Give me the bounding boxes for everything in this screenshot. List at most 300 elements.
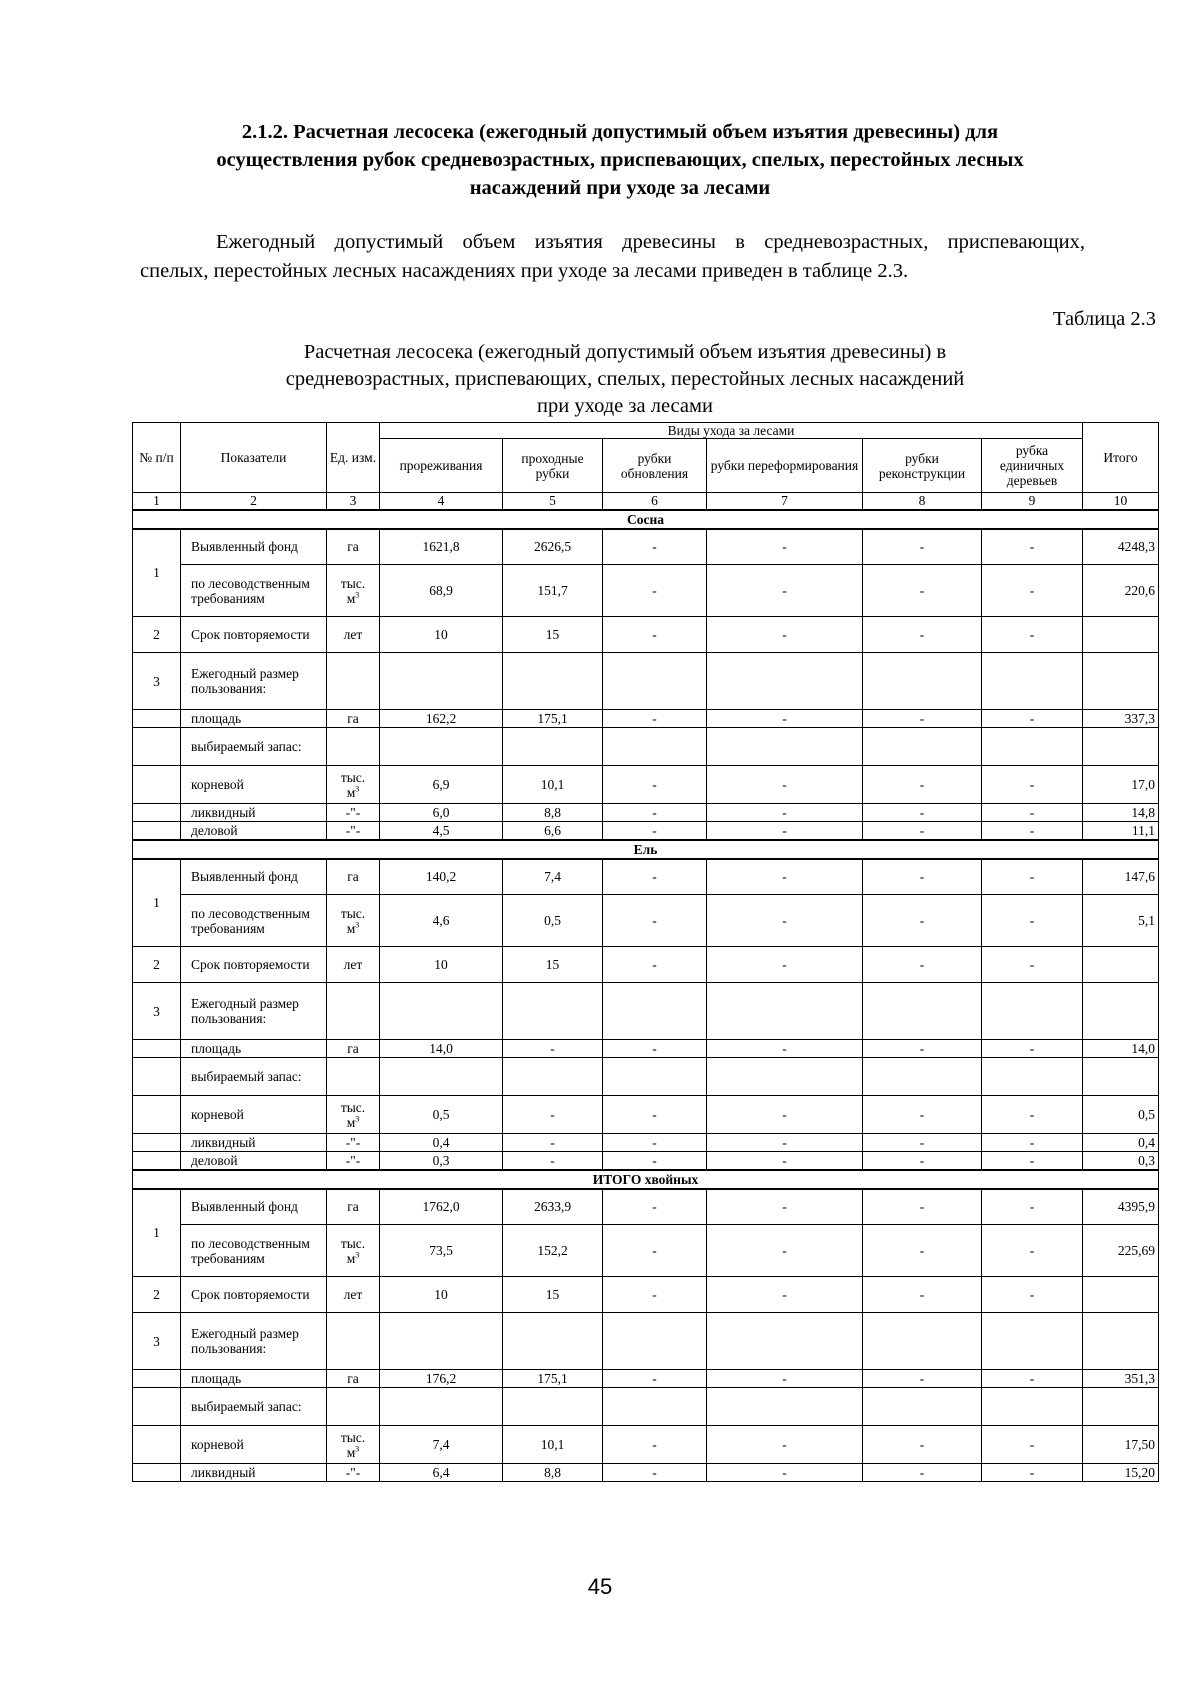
value-cell: - [707, 822, 863, 840]
total-cell: 147,6 [1083, 859, 1159, 895]
row-number-cell [133, 728, 181, 766]
header-col-number: 6 [603, 493, 707, 510]
table-title-line: при уходе за лесами [537, 395, 713, 417]
value-cell: 175,1 [503, 1370, 603, 1388]
total-cell: 5,1 [1083, 895, 1159, 947]
table-title [220, 339, 1030, 420]
unit-cell [327, 728, 380, 766]
section-header-row: Сосна [133, 510, 1159, 529]
value-cell [380, 1388, 503, 1426]
table-row [133, 1189, 1159, 1225]
value-cell [503, 653, 603, 710]
indicator-cell: Ежегодный размер пользования: [181, 653, 327, 710]
value-cell: - [603, 565, 707, 617]
total-cell: 220,6 [1083, 565, 1159, 617]
unit-cell: тыс. $м^3$ [327, 895, 380, 947]
value-cell: - [603, 804, 707, 822]
value-cell: - [982, 804, 1083, 822]
unit-cell: лет [327, 617, 380, 653]
intro-line: Ежегодный допустимый объем изъятия древесины в средневозрастных, приспевающих, [216, 231, 1085, 253]
total-cell [1083, 617, 1159, 653]
indicator-cell: Срок повторяемости [181, 947, 327, 983]
value-cell [982, 653, 1083, 710]
row-number-cell [133, 1388, 181, 1426]
value-cell: - [603, 895, 707, 947]
value-cell: - [707, 1225, 863, 1277]
indicator-cell: выбираемый запас: [181, 728, 327, 766]
indicator-cell: выбираемый запас: [181, 1388, 327, 1426]
value-cell: - [603, 859, 707, 895]
value-cell [380, 1313, 503, 1370]
section-header-row: ИТОГО хвойных [133, 1170, 1159, 1189]
value-cell [380, 653, 503, 710]
value-cell: 4,5 [380, 822, 503, 840]
intro-paragraph [140, 228, 1085, 286]
value-cell: - [603, 1134, 707, 1152]
value-cell: - [603, 1426, 707, 1464]
intro-line: спелых, перестойных лесных насаждениях при уходе за лесами приведен в таблице 2.3. [140, 260, 909, 282]
value-cell: - [603, 947, 707, 983]
unit-cell: тыс. $м^3$ [327, 1225, 380, 1277]
value-cell: - [863, 1426, 982, 1464]
value-cell: - [863, 710, 982, 728]
total-cell: 14,0 [1083, 1040, 1159, 1058]
table-row [133, 895, 1159, 947]
value-cell: - [863, 804, 982, 822]
page-number: 45 [587, 1574, 613, 1599]
table-row [133, 1134, 1159, 1152]
value-cell: 7,4 [503, 859, 603, 895]
header-unit: Ед. изм. [327, 423, 380, 493]
total-cell [1083, 653, 1159, 710]
indicator-cell: Срок повторяемости [181, 617, 327, 653]
indicator-cell: ликвидный [181, 804, 327, 822]
value-cell [863, 1058, 982, 1096]
value-cell: - [863, 1096, 982, 1134]
row-number-cell [133, 1096, 181, 1134]
row-number-cell: 3 [133, 1313, 181, 1370]
value-cell [603, 1058, 707, 1096]
value-cell: 2626,5 [503, 529, 603, 565]
value-cell: - [707, 804, 863, 822]
header-care-type: рубки реконструкции [863, 439, 982, 493]
row-number-cell: 2 [133, 617, 181, 653]
value-cell: - [707, 529, 863, 565]
unit-cell: га [327, 859, 380, 895]
total-cell: 11,1 [1083, 822, 1159, 840]
value-cell: 4,6 [380, 895, 503, 947]
indicator-cell: выбираемый запас: [181, 1058, 327, 1096]
value-cell: - [982, 895, 1083, 947]
table-row [133, 1152, 1159, 1170]
value-cell: - [603, 1370, 707, 1388]
value-cell: - [982, 1134, 1083, 1152]
header-col-number: 8 [863, 493, 982, 510]
row-number-cell [133, 1426, 181, 1464]
value-cell: 2633,9 [503, 1189, 603, 1225]
value-cell [863, 728, 982, 766]
indicator-cell: Срок повторяемости [181, 1277, 327, 1313]
value-cell: 8,8 [503, 1464, 603, 1482]
value-cell: - [707, 1096, 863, 1134]
unit-cell: -"- [327, 1134, 380, 1152]
total-cell: 337,3 [1083, 710, 1159, 728]
row-number-cell: 1 [133, 859, 181, 947]
value-cell: - [603, 766, 707, 804]
allowable-cut-table [132, 422, 1159, 1482]
section-heading-line: осуществления рубок средневозрастных, приспевающих, спелых, перестойных лесных [216, 149, 1024, 171]
table-row [133, 1464, 1159, 1482]
header-care-type: прореживания [380, 439, 503, 493]
total-cell [1083, 983, 1159, 1040]
table-row [133, 766, 1159, 804]
table-label: Таблица 2.3 [1052, 308, 1156, 330]
indicator-cell: по лесоводственным требованиям [181, 565, 327, 617]
unit-cell: тыс. $м^3$ [327, 565, 380, 617]
unit-cell: га [327, 1040, 380, 1058]
header-care-type: рубки переформирования [707, 439, 863, 493]
value-cell: - [707, 947, 863, 983]
value-cell [603, 728, 707, 766]
value-cell: - [863, 1134, 982, 1152]
value-cell: - [982, 1370, 1083, 1388]
row-number-cell [133, 1058, 181, 1096]
value-cell: 152,2 [503, 1225, 603, 1277]
value-cell: - [503, 1096, 603, 1134]
value-cell: - [603, 1464, 707, 1482]
value-cell [503, 1388, 603, 1426]
total-cell: 0,3 [1083, 1152, 1159, 1170]
value-cell: 151,7 [503, 565, 603, 617]
value-cell [707, 1388, 863, 1426]
value-cell: - [982, 859, 1083, 895]
value-cell: - [707, 1370, 863, 1388]
value-cell: - [503, 1152, 603, 1170]
value-cell [380, 983, 503, 1040]
indicator-cell: корневой [181, 766, 327, 804]
value-cell: - [707, 1152, 863, 1170]
value-cell: 6,0 [380, 804, 503, 822]
value-cell: 73,5 [380, 1225, 503, 1277]
total-cell: 17,0 [1083, 766, 1159, 804]
section-heading [150, 118, 1090, 202]
value-cell: - [863, 1152, 982, 1170]
row-number-cell [133, 1464, 181, 1482]
value-cell: 140,2 [380, 859, 503, 895]
value-cell: 175,1 [503, 710, 603, 728]
unit-cell: -"- [327, 1464, 380, 1482]
total-cell [1083, 1277, 1159, 1313]
unit-cell [327, 1388, 380, 1426]
section-heading-line: 2.1.2. Расчетная лесосека (ежегодный допустимый объем изъятия древесины) для [241, 121, 999, 143]
total-cell: 17,50 [1083, 1426, 1159, 1464]
unit-cell: -"- [327, 822, 380, 840]
header-col-number: 1 [133, 493, 181, 510]
value-cell: 10,1 [503, 766, 603, 804]
value-cell: 1762,0 [380, 1189, 503, 1225]
value-cell: - [707, 895, 863, 947]
row-number-cell [133, 710, 181, 728]
value-cell: - [707, 565, 863, 617]
row-number-cell [133, 1040, 181, 1058]
table-row [133, 1313, 1159, 1370]
value-cell: - [982, 822, 1083, 840]
table-row [133, 565, 1159, 617]
value-cell [707, 1058, 863, 1096]
unit-cell [327, 983, 380, 1040]
value-cell: - [863, 1370, 982, 1388]
indicator-cell: Выявленный фонд [181, 529, 327, 565]
indicator-cell: по лесоводственным требованиям [181, 895, 327, 947]
value-cell: - [707, 617, 863, 653]
table-title-line: Расчетная лесосека (ежегодный допустимый объем изъятия древесины) в [303, 341, 947, 363]
value-cell: - [503, 1040, 603, 1058]
header-col-number: 4 [380, 493, 503, 510]
value-cell: - [707, 1277, 863, 1313]
value-cell: 7,4 [380, 1426, 503, 1464]
value-cell: 0,5 [503, 895, 603, 947]
total-cell: 225,69 [1083, 1225, 1159, 1277]
value-cell: - [707, 1189, 863, 1225]
row-number-cell [133, 822, 181, 840]
table-row [133, 1040, 1159, 1058]
value-cell: - [982, 1426, 1083, 1464]
value-cell: - [603, 1096, 707, 1134]
value-cell: - [863, 1189, 982, 1225]
value-cell: - [707, 1464, 863, 1482]
indicator-cell: корневой [181, 1096, 327, 1134]
value-cell: - [707, 766, 863, 804]
value-cell: - [863, 1225, 982, 1277]
header-care-type: рубка единичных деревьев [982, 439, 1083, 493]
row-number-cell: 2 [133, 947, 181, 983]
total-cell [1083, 1058, 1159, 1096]
header-col-number: 7 [707, 493, 863, 510]
indicator-cell: ликвидный [181, 1464, 327, 1482]
value-cell: 6,6 [503, 822, 603, 840]
value-cell: 10 [380, 947, 503, 983]
row-number-cell [133, 1134, 181, 1152]
value-cell: - [863, 947, 982, 983]
table-row [133, 617, 1159, 653]
value-cell [707, 728, 863, 766]
total-cell: 15,20 [1083, 1464, 1159, 1482]
unit-cell: -"- [327, 804, 380, 822]
indicator-cell: Выявленный фонд [181, 859, 327, 895]
total-cell: 4248,3 [1083, 529, 1159, 565]
unit-cell: га [327, 1189, 380, 1225]
value-cell: - [982, 1096, 1083, 1134]
value-cell: - [982, 766, 1083, 804]
value-cell: - [863, 895, 982, 947]
unit-cell: га [327, 710, 380, 728]
table-row [133, 1426, 1159, 1464]
header-col-number: 2 [181, 493, 327, 510]
unit-cell [327, 1058, 380, 1096]
value-cell: 10 [380, 1277, 503, 1313]
value-cell: - [982, 947, 1083, 983]
table-row [133, 1058, 1159, 1096]
header-col-number: 5 [503, 493, 603, 510]
row-number-cell: 2 [133, 1277, 181, 1313]
total-cell: 4395,9 [1083, 1189, 1159, 1225]
unit-cell: га [327, 529, 380, 565]
unit-cell [327, 653, 380, 710]
value-cell [707, 1313, 863, 1370]
section-header-row: Ель [133, 840, 1159, 859]
row-number-cell [133, 1152, 181, 1170]
unit-cell [327, 1313, 380, 1370]
unit-cell: лет [327, 947, 380, 983]
value-cell: 10,1 [503, 1426, 603, 1464]
value-cell: - [863, 859, 982, 895]
value-cell: - [982, 617, 1083, 653]
total-cell: 0,4 [1083, 1134, 1159, 1152]
row-number-cell [133, 1370, 181, 1388]
value-cell: 6,4 [380, 1464, 503, 1482]
value-cell: - [603, 1277, 707, 1313]
header-indicator: Показатели [181, 423, 327, 493]
value-cell: 15 [503, 947, 603, 983]
total-cell: 14,8 [1083, 804, 1159, 822]
value-cell: 68,9 [380, 565, 503, 617]
value-cell: - [707, 1134, 863, 1152]
value-cell: - [982, 1152, 1083, 1170]
value-cell: 1621,8 [380, 529, 503, 565]
table-row [133, 947, 1159, 983]
indicator-cell: Выявленный фонд [181, 1189, 327, 1225]
value-cell: 6,9 [380, 766, 503, 804]
value-cell: - [863, 1040, 982, 1058]
value-cell [380, 1058, 503, 1096]
row-number-cell: 3 [133, 653, 181, 710]
value-cell: - [603, 1189, 707, 1225]
indicator-cell: Ежегодный размер пользования: [181, 1313, 327, 1370]
value-cell: - [863, 1464, 982, 1482]
table-row [133, 1225, 1159, 1277]
table-row [133, 529, 1159, 565]
value-cell [982, 983, 1083, 1040]
value-cell [982, 1058, 1083, 1096]
table-row [133, 710, 1159, 728]
value-cell: - [707, 1426, 863, 1464]
indicator-cell: ликвидный [181, 1134, 327, 1152]
row-number-cell [133, 804, 181, 822]
value-cell [863, 1388, 982, 1426]
value-cell: - [982, 529, 1083, 565]
table-row [133, 728, 1159, 766]
value-cell [863, 653, 982, 710]
value-cell: - [863, 529, 982, 565]
value-cell: - [603, 1225, 707, 1277]
unit-cell: -"- [327, 1152, 380, 1170]
table-row [133, 1096, 1159, 1134]
table-title-line: средневозрастных, приспевающих, спелых, перестойных лесных насаждений [285, 368, 965, 390]
value-cell [863, 1313, 982, 1370]
value-cell: - [982, 1040, 1083, 1058]
total-cell [1083, 947, 1159, 983]
table-row [133, 983, 1159, 1040]
unit-cell: га [327, 1370, 380, 1388]
value-cell [503, 1313, 603, 1370]
header-no: № п/п [133, 423, 181, 493]
table-row [133, 1388, 1159, 1426]
value-cell [603, 1313, 707, 1370]
value-cell: 15 [503, 617, 603, 653]
value-cell [380, 728, 503, 766]
table-row [133, 1277, 1159, 1313]
section-heading-line: насаждений при уходе за лесами [469, 177, 771, 199]
indicator-cell: площадь [181, 710, 327, 728]
value-cell: - [503, 1134, 603, 1152]
value-cell: - [982, 1225, 1083, 1277]
total-cell [1083, 728, 1159, 766]
value-cell: - [603, 1152, 707, 1170]
indicator-cell: по лесоводственным требованиям [181, 1225, 327, 1277]
table-row [133, 653, 1159, 710]
indicator-cell: корневой [181, 1426, 327, 1464]
value-cell: - [603, 529, 707, 565]
header-total: Итого [1083, 423, 1159, 493]
row-number-cell [133, 766, 181, 804]
value-cell: - [707, 1040, 863, 1058]
value-cell [863, 983, 982, 1040]
indicator-cell: Ежегодный размер пользования: [181, 983, 327, 1040]
row-number-cell: 1 [133, 529, 181, 617]
value-cell [503, 728, 603, 766]
table-row [133, 1370, 1159, 1388]
indicator-cell: площадь [181, 1040, 327, 1058]
indicator-cell: деловой [181, 1152, 327, 1170]
value-cell: - [982, 1464, 1083, 1482]
value-cell [707, 983, 863, 1040]
value-cell [603, 1388, 707, 1426]
value-cell: 10 [380, 617, 503, 653]
unit-cell: лет [327, 1277, 380, 1313]
total-cell: 351,3 [1083, 1370, 1159, 1388]
row-number-cell: 3 [133, 983, 181, 1040]
value-cell: - [863, 766, 982, 804]
value-cell: - [863, 1277, 982, 1313]
value-cell: 162,2 [380, 710, 503, 728]
header-care-group: Виды ухода за лесами [380, 423, 1083, 439]
value-cell: 0,3 [380, 1152, 503, 1170]
value-cell: - [603, 822, 707, 840]
value-cell: - [707, 710, 863, 728]
value-cell: 176,2 [380, 1370, 503, 1388]
unit-cell: тыс. $м^3$ [327, 1426, 380, 1464]
table-row [133, 859, 1159, 895]
value-cell [603, 653, 707, 710]
value-cell: - [863, 565, 982, 617]
header-col-number: 3 [327, 493, 380, 510]
value-cell [707, 653, 863, 710]
indicator-cell: площадь [181, 1370, 327, 1388]
value-cell [982, 1313, 1083, 1370]
value-cell: - [982, 1189, 1083, 1225]
value-cell: - [982, 1277, 1083, 1313]
value-cell [982, 1388, 1083, 1426]
indicator-cell: деловой [181, 822, 327, 840]
header-care-type: рубки обновления [603, 439, 707, 493]
value-cell: - [603, 617, 707, 653]
value-cell [503, 1058, 603, 1096]
value-cell: - [707, 859, 863, 895]
total-cell: 0,5 [1083, 1096, 1159, 1134]
header-care-type: проходные рубки [503, 439, 603, 493]
header-col-number: 9 [982, 493, 1083, 510]
value-cell: - [982, 710, 1083, 728]
